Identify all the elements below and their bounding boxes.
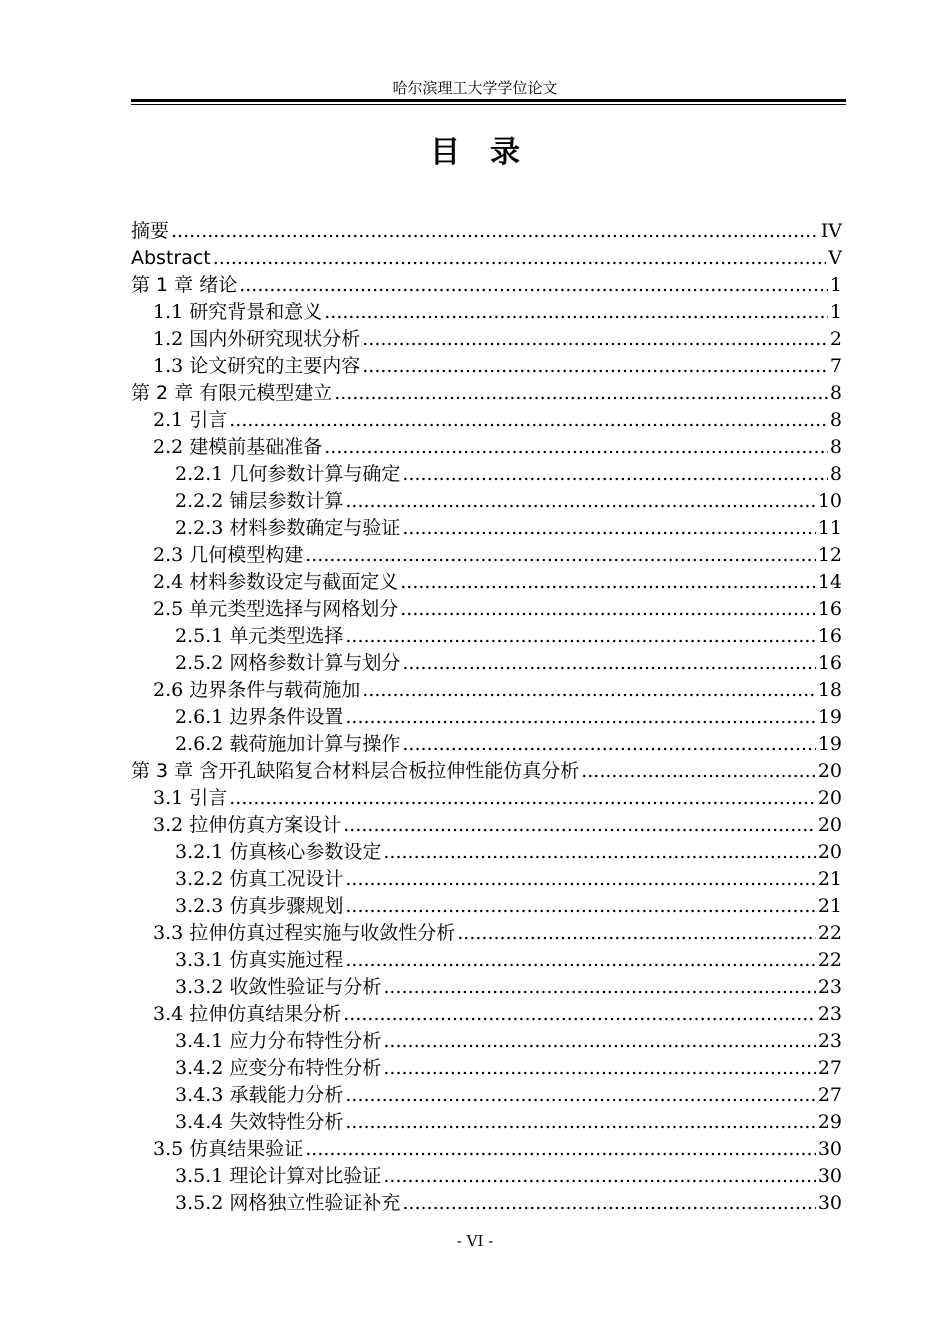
toc-entry-label: 3.2 拉伸仿真方案设计: [153, 814, 342, 836]
toc-entry-label: 3.3.1 仿真实施过程: [175, 949, 344, 971]
toc-entry-page: 20: [817, 760, 842, 782]
toc-leader-dots: [383, 1163, 815, 1190]
toc-entry-label: 3.3.2 收敛性验证与分析: [175, 976, 382, 998]
toc-leader-dots: [305, 1136, 816, 1163]
toc-entry-label: 1.3 论文研究的主要内容: [153, 355, 361, 377]
toc-entry-label: 3.5.1 理论计算对比验证: [175, 1165, 382, 1187]
toc-entry[interactable]: [131, 353, 842, 380]
toc-entry[interactable]: [131, 839, 842, 866]
toc-entry[interactable]: [131, 893, 842, 920]
running-header: 哈尔滨理工大学学位论文: [392, 79, 558, 97]
toc-entry[interactable]: [131, 1082, 842, 1109]
toc-entry-page: 27: [817, 1057, 842, 1079]
toc-entry-page: 8: [829, 409, 842, 431]
toc-entry-page: V: [828, 247, 842, 269]
toc-entry[interactable]: [131, 731, 842, 758]
toc-entry-label: 3.1 引言: [153, 787, 228, 809]
toc-entry-page: 16: [817, 625, 842, 647]
toc-entry-page: 30: [817, 1138, 842, 1160]
toc-entry-label: 3.5 仿真结果验证: [153, 1138, 304, 1160]
toc-entry[interactable]: [131, 866, 842, 893]
toc-leader-dots: [402, 515, 815, 542]
toc-entry[interactable]: [131, 380, 842, 407]
toc-entry-page: 8: [829, 382, 842, 404]
toc-entry-label: 2.2.3 材料参数确定与验证: [175, 517, 401, 539]
toc-entry-page: 19: [817, 733, 842, 755]
toc-entry-page: 20: [817, 814, 842, 836]
toc-entry-label: 2.2 建模前基础准备: [153, 436, 323, 458]
toc-entry[interactable]: [131, 542, 842, 569]
toc-entry-label: 2.2.2 铺层参数计算: [175, 490, 344, 512]
toc-entry[interactable]: [131, 758, 842, 785]
toc-entry-label: 3.4.2 应变分布特性分析: [175, 1057, 382, 1079]
toc-entry-page: 1: [829, 274, 842, 296]
toc-leader-dots: [345, 1109, 815, 1136]
toc-leader-dots: [402, 1190, 815, 1217]
toc-entry-page: 12: [817, 544, 842, 566]
toc-leader-dots: [362, 677, 816, 704]
toc-entry-page: 30: [817, 1165, 842, 1187]
toc-entry[interactable]: [131, 677, 842, 704]
toc-entry-page: 23: [817, 976, 842, 998]
toc-entry-label: 摘要: [131, 220, 170, 242]
toc-leader-dots: [334, 380, 828, 407]
toc-entry-label: 1.2 国内外研究现状分析: [153, 328, 361, 350]
toc-entry-page: IV: [820, 220, 842, 242]
toc-entry-page: 30: [817, 1192, 842, 1214]
toc-leader-dots: [362, 353, 828, 380]
toc-entry[interactable]: [131, 1136, 842, 1163]
toc-leader-dots: [400, 569, 816, 596]
toc-leader-dots: [343, 1001, 816, 1028]
toc-leader-dots: [383, 839, 815, 866]
toc-entry-page: 21: [817, 868, 842, 890]
toc-entry-label: 第 3 章 含开孔缺陷复合材料层合板拉伸性能仿真分析: [131, 760, 580, 782]
toc-leader-dots: [402, 731, 815, 758]
toc-entry-label: 2.6.2 载荷施加计算与操作: [175, 733, 401, 755]
toc-entry-page: 8: [829, 463, 842, 485]
toc-entry-label: 3.5.2 网格独立性验证补充: [175, 1192, 401, 1214]
toc-entry-label: 1.1 研究背景和意义: [153, 301, 323, 323]
toc-leader-dots: [345, 623, 815, 650]
toc-entry[interactable]: [131, 812, 842, 839]
toc-entry-page: 22: [817, 949, 842, 971]
toc-entry-page: 16: [817, 652, 842, 674]
toc-entry[interactable]: [131, 515, 842, 542]
toc-entry-label: 第 1 章 绪论: [131, 274, 238, 296]
toc-entry[interactable]: [131, 1028, 842, 1055]
toc-entry[interactable]: [131, 1163, 842, 1190]
toc-entry-page: 1: [829, 301, 842, 323]
toc-entry-page: 20: [817, 787, 842, 809]
toc-entry-page: 19: [817, 706, 842, 728]
toc-leader-dots: [362, 326, 828, 353]
toc-entry[interactable]: [131, 299, 842, 326]
toc-leader-dots: [402, 650, 815, 677]
toc-leader-dots: [345, 488, 815, 515]
toc-entry-label: 2.1 引言: [153, 409, 228, 431]
toc-leader-dots: [345, 704, 815, 731]
toc-leader-dots: [171, 218, 819, 245]
toc-entry[interactable]: [131, 569, 842, 596]
toc-leader-dots: [383, 974, 815, 1001]
toc-leader-dots: [213, 245, 827, 272]
toc-entry[interactable]: [131, 623, 842, 650]
toc-entry[interactable]: [131, 245, 842, 272]
toc-leader-dots: [457, 920, 816, 947]
toc-leader-dots: [343, 812, 816, 839]
page-number: - VI -: [456, 1232, 494, 1250]
toc-entry[interactable]: [131, 596, 842, 623]
toc-leader-dots: [305, 542, 816, 569]
toc-entry[interactable]: [131, 1109, 842, 1136]
toc-entry-page: 10: [817, 490, 842, 512]
toc-entry[interactable]: [131, 434, 842, 461]
toc-entry-label: 2.3 几何模型构建: [153, 544, 304, 566]
toc-entry-page: 18: [817, 679, 842, 701]
toc-leader-dots: [345, 866, 815, 893]
toc-entry[interactable]: [131, 461, 842, 488]
toc-leader-dots: [402, 461, 828, 488]
toc-entry-page: 27: [817, 1084, 842, 1106]
toc-entry-label: 3.4.1 应力分布特性分析: [175, 1030, 382, 1052]
toc-entry-label: 2.4 材料参数设定与截面定义: [153, 571, 399, 593]
toc-entry[interactable]: [131, 920, 842, 947]
toc-leader-dots: [229, 785, 816, 812]
toc-entry-label: 3.4.4 失效特性分析: [175, 1111, 344, 1133]
toc-entry-label: 2.6 边界条件与载荷施加: [153, 679, 361, 701]
toc-leader-dots: [345, 947, 815, 974]
toc-entry-page: 16: [817, 598, 842, 620]
toc-entry[interactable]: [131, 326, 842, 353]
toc-leader-dots: [581, 758, 816, 785]
header-rule-thin: [131, 104, 846, 105]
toc-entry-label: 2.5 单元类型选择与网格划分: [153, 598, 399, 620]
toc-entry-page: 8: [829, 436, 842, 458]
toc-leader-dots: [400, 596, 816, 623]
toc-entry[interactable]: [131, 1001, 842, 1028]
toc-entry-page: 23: [817, 1003, 842, 1025]
toc-entry[interactable]: [131, 1055, 842, 1082]
toc-leader-dots: [383, 1055, 815, 1082]
toc-entry[interactable]: [131, 1190, 842, 1217]
toc-entry-label: 3.4.3 承载能力分析: [175, 1084, 344, 1106]
toc-entry-page: 11: [817, 517, 842, 539]
header-rule-thick: [131, 99, 846, 102]
toc-entry-label: 2.5.1 单元类型选择: [175, 625, 344, 647]
toc-entry[interactable]: [131, 407, 842, 434]
toc-entry-page: 2: [829, 328, 842, 350]
toc-leader-dots: [239, 272, 828, 299]
toc-leader-dots: [345, 893, 815, 920]
toc-leader-dots: [229, 407, 828, 434]
toc-entry[interactable]: [131, 218, 842, 245]
toc-entry-label: 2.6.1 边界条件设置: [175, 706, 344, 728]
toc-entry-label: 3.2.3 仿真步骤规划: [175, 895, 344, 917]
toc-leader-dots: [383, 1028, 815, 1055]
toc-entry[interactable]: [131, 272, 842, 299]
toc-entry-label: 2.5.2 网格参数计算与划分: [175, 652, 401, 674]
toc-title: 目录: [430, 135, 550, 170]
toc-entry-page: 22: [817, 922, 842, 944]
toc-entry-page: 21: [817, 895, 842, 917]
toc-entry[interactable]: [131, 704, 842, 731]
toc-entry[interactable]: [131, 650, 842, 677]
toc-entry-label: 3.2.1 仿真核心参数设定: [175, 841, 382, 863]
toc-entry[interactable]: [131, 785, 842, 812]
toc-entry[interactable]: [131, 488, 842, 515]
toc-entry-label: Abstract: [131, 247, 211, 269]
toc-entry-page: 20: [817, 841, 842, 863]
toc-entry-page: 14: [817, 571, 842, 593]
toc-entry-label: 第 2 章 有限元模型建立: [131, 382, 333, 404]
toc-leader-dots: [324, 434, 828, 461]
toc-entry-page: 7: [829, 355, 842, 377]
toc-entry[interactable]: [131, 947, 842, 974]
toc-entry-page: 23: [817, 1030, 842, 1052]
toc-leader-dots: [324, 299, 828, 326]
toc-entry-label: 2.2.1 几何参数计算与确定: [175, 463, 401, 485]
toc-entry-label: 3.3 拉伸仿真过程实施与收敛性分析: [153, 922, 456, 944]
toc-entry-page: 29: [817, 1111, 842, 1133]
table-of-contents: [131, 218, 842, 1217]
toc-entry-label: 3.4 拉伸仿真结果分析: [153, 1003, 342, 1025]
toc-entry-label: 3.2.2 仿真工况设计: [175, 868, 344, 890]
toc-leader-dots: [345, 1082, 815, 1109]
toc-entry[interactable]: [131, 974, 842, 1001]
